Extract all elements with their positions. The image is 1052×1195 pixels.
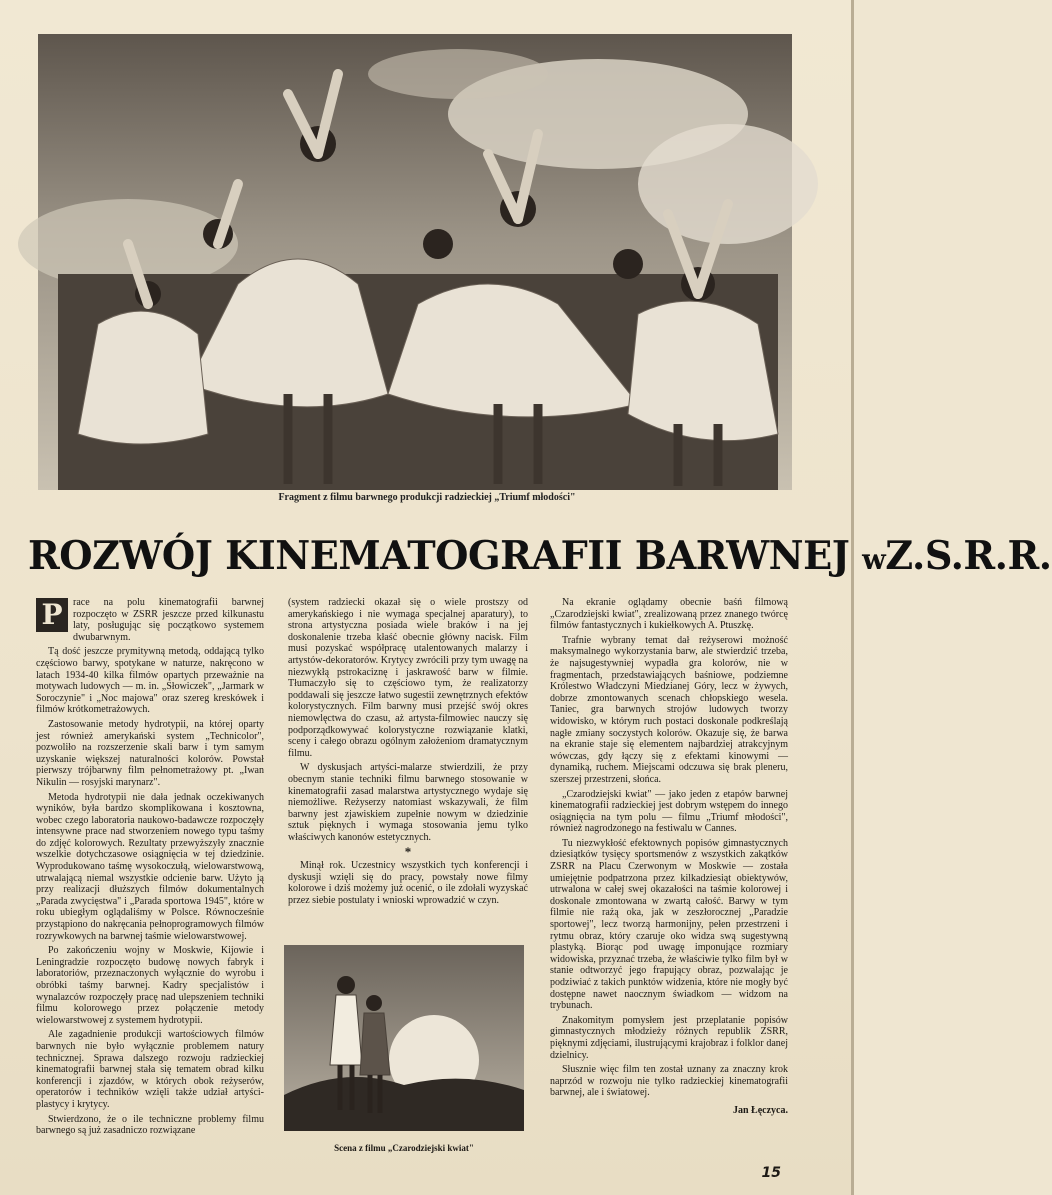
paragraph: Minął rok. Uczestnicy wszystkich tych konferencji i dyskusji wzięli się do pracy, powstały nowe filmy kolorowe i dziś możemy już ocenić, o ile zdołali wyzyskać przez siebie postulaty i wnioski wprowadzić w czyn. [288, 860, 528, 906]
paragraph: (system radziecki okazał się o wiele prostszy od amerykańskiego i nie wymaga specjalnej aparatury), to strona artystyczna posiada wiele braków i na jej doskonalenie trzeba kłaść obecnie główny nacisk. Film musi pozyskać współpracę utalentowanych malarzy i artystów-dekoratorów. Krytycy zwrócili przy tym uwagę na niezwykłą pstrokaciznę i jaskrawość barw w filmie. Tłumaczyło się to częściowo tym, że realizatorzy poddawali się jeszcze łatwo sugestii zewnętrznych efektów kolorystycznych. Film barwny musi przejść swój okres niemowlęctwa do czasu, aż artysta-filmowiec nauczy się podporządkowywać kolorystyczne rozwiązanie klatki, sceny i całego obrazu ogólnym założeniom dramatycznym filmu. [288, 597, 528, 759]
article-column-2 [288, 597, 528, 909]
paragraph: Słusznie więc film ten został uznany za znaczny krok naprzód w rozwoju nie tylko radzieckiej kinematografii barwnej, ale i światowej. [550, 1064, 788, 1099]
article-column-1 [36, 597, 264, 1140]
paragraph: Po zakończeniu wojny w Moskwie, Kijowie i Leningradzie rozpoczęto budowę nowych fabryk i laboratoriów, przeznaczonych wyłącznie do wyrobu i obróbki taśmy barwnej. Kadry specjalistów i wynalazców rozpoczęły pracę nad ulepszeniem techniki filmu kolorowego przez połączenie metody wielowarstwowej z systemem hydrotypii. [36, 945, 264, 1026]
article-headline [28, 528, 1052, 588]
drop-cap: P [36, 598, 68, 632]
paragraph: Tu niezwykłość efektownych popisów gimnastycznych dziesiątków tysięcy sportsmenów z wszystkich zakątków ZSRR na Placu Czerwonym w Moskwie — została umiejętnie podpatrzona przez kilkadziesiąt obiektywów, utrwalona w całej swej okazałości na taśmie kolorowej i doskonale zmontowana w zwartą całość. Barwy w tym filmie nie rażą oka, jak w zeszłorocznej „Paradzie sportowej", lecz tworzą harmonijny, pełen przestrzeni i rytmu obraz, który czaruje oko widza swą sugestywną plastyką. Biorąc pod uwagę imponujące rozmiary widowiska, przyznać trzeba, że właściwie tylko film był w stanie odtworzyć jego frapujący obraz, pozwalając je podziwiać z takich punktów widzenia, które nie mogły być dostępne nawet naocznym świadkom — widzom na trybunach. [550, 837, 788, 1012]
section-separator: * [404, 844, 412, 860]
paragraph: Ale zagadnienie produkcji wartościowych filmów barwnych nie było wyłącznie problemem natury technicznej. Sprawa dalszego rozwoju radzieckiej kinematografii barwnej stała się tematem obrad kilku konferencji i zjazdów, w których obok reżyserów, operatorów i techników wzięli także udział artyści-plastycy i krytycy. [36, 1029, 264, 1110]
paragraph: Na ekranie oglądamy obecnie baśń filmową „Czarodziejski kwiat", zrealizowaną przez znanego twórcę filmów fantastycznych i kukiełkowych A. Ptuszkę. [550, 597, 788, 632]
paragraph: W dyskusjach artyści-malarze stwierdzili, że przy obecnym stanie techniki filmu barwnego stosowanie w kinematografii zasad malarstwa artystycznego wydaje się niemożliwe. Reżyserzy natomiast wskazywali, że film barwny jest zjawiskiem zupełnie nowym w dziedzinie sztuk pięknych i wymaga stosowania jemu tylko właściwych kanonów estetycznych. [288, 762, 528, 843]
paragraph: Znakomitym pomysłem jest przeplatanie popisów gimnastycznych młodzieży różnych republik ZSRR, pięknymi zdjęciami, ilustrującymi krajobraz i folklor danej dzielnicy. [550, 1014, 788, 1061]
film-still-photo [284, 945, 524, 1131]
paragraph: Trafnie wybrany temat dał reżyserowi możność maksymalnego wykorzystania barw, ale stwierdzić trzeba, że najsugestywniej wypadła gra kolorów, nie w fragmentach, przedstawiających baśniowe, podziemne Królestwo Władczyni Miedzianej Góry, lecz w żywych, dobrze zmontowanych scenach chłopskiego wesela. Taniec, gra barwnych strojów ludowych tworzy widowisko, w którym ruch postaci doskonale podkreślają nagłe zmiany soczystych kolorów. Okazuje się, że barwa na ekranie staje się elementem najbardziej atrakcyjnym wówczas, gdy łączy się z efektami kinowymi — dynamiką, ruchem. Miejscami odczuwa się brak pleneru, szerszej przestrzeni, słońca. [550, 634, 788, 785]
film-still-caption: Scena z filmu „Czarodziejski kwiat" [334, 1143, 474, 1153]
headline-main: ROZWÓJ KINEMATOGRAFII BARWNEJ [28, 533, 850, 579]
headline-tail: Z.S.R.R. [885, 533, 1052, 579]
author-signature: Jan Łęczyca. [733, 1104, 788, 1116]
paragraph: race na polu kinematografii barwnej rozpoczęto w ZSRR jeszcze przed kilkunastu laty, posługując się początkowo systemem dwubarwnym. [73, 597, 264, 643]
paragraph: Metoda hydrotypii nie dała jednak oczekiwanych wyników, była bardzo skomplikowana i kosztowna, wobec czego laboratoria naukowo-badawcze rozpoczęły intensywne prace nad stworzeniem nowego typu taśmy do zdjęć kolorowych. Rezultaty przewyższyły znacznie wszelkie dotychczasowe osiągnięcia w tej dziedzinie. Wyprodukowano taśmę wysokoczułą, wielowarstwową, utrwalającą niemal wszystkie odcienie barw. Użyto ją przy realizacji dłuższych filmów dokumentalnych „Parada zwycięstwa" i „Parada sportowa 1945", które w roku ubiegłym oglądaliśmy w Polsce. Równocześnie przystąpiono do nakręcania pełnoprogramowych filmów rozrywkowych na barwnej taśmie wielowarstwowej. [36, 791, 264, 942]
paragraph: Zastosowanie metody hydrotypii, na której oparty jest również amerykański system „Technicolor", pozwoliło na rozszerzenie skali barw i tym samym uzyskanie większej naturalności kolorów. Powstał pierwszy trójbarwny film pełnometrażowy pt. „Iwan Nikulin — rosyjski marynarz". [36, 718, 264, 788]
dancers-photo [38, 34, 792, 490]
paragraph: Tą dość jeszcze prymitywną metodą, oddającą tylko częściowo barwy, spotykane w naturze, nakręcono w latach 1934-40 kilka filmów opartych przeważnie na motywach ludowych — m. in. „Słowiczek", „Jarmark w Soroczynie" i „Noc majowa" oraz szereg kreskówek i filmów krótkometrażowych. [36, 646, 264, 716]
top-photo-caption: Fragment z filmu barwnego produkcji radzieckiej „Triumf młodości" [278, 492, 576, 503]
paragraph: Stwierdzono, że o ile techniczne problemy filmu barwnego są już zasadniczo rozwiązane [36, 1113, 264, 1137]
headline-w: w [862, 543, 886, 576]
article-column-3 [550, 597, 788, 1117]
dancers-photo-illustration [38, 34, 792, 490]
paragraph: „Czarodziejski kwiat" — jako jeden z etapów barwnej kinematografii radzieckiej jest dobrym wstępem do innego osiągnięcia na tym polu — filmu „Triumf młodości", również nagrodzonego na festiwalu w Cannes. [550, 788, 788, 835]
page-number: 15 [761, 1165, 781, 1181]
film-still-illustration [284, 945, 524, 1131]
